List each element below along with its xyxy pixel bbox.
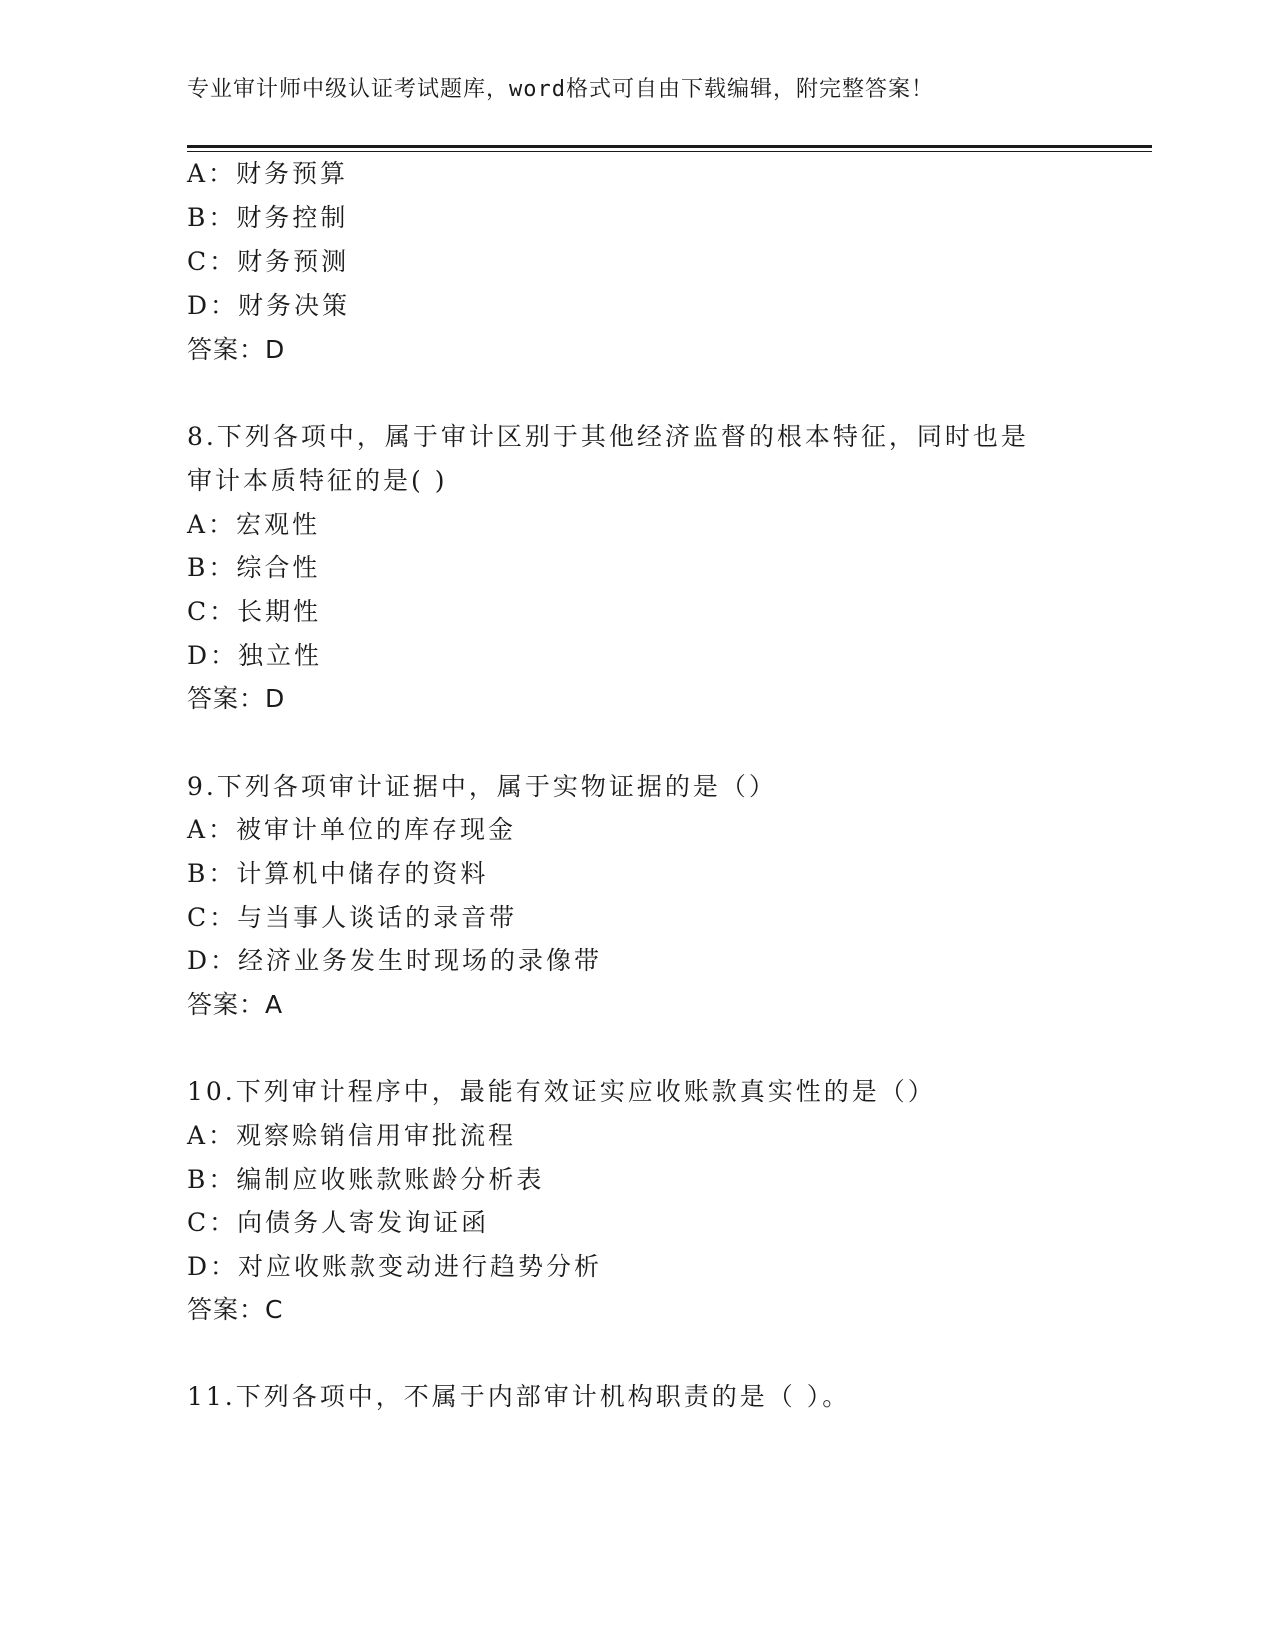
answer: 答案：D (187, 335, 286, 364)
question-text: 审计本质特征的是( ) (187, 466, 448, 495)
option-a: A：财务预算 (187, 159, 349, 188)
question-text: 8.下列各项中，属于审计区别于其他经济监督的根本特征，同时也是 (187, 422, 1029, 451)
option-c: C：财务预测 (187, 247, 350, 276)
option-a: A：观察赊销信用审批流程 (187, 1121, 517, 1150)
header-rule (187, 145, 1152, 148)
option-c: C：向债务人寄发询证函 (187, 1208, 490, 1237)
option-b: B：编制应收账款账龄分析表 (187, 1165, 545, 1194)
option-d: D：独立性 (187, 641, 323, 670)
header-rule-thin (187, 151, 1152, 152)
option-d: D：经济业务发生时现场的录像带 (187, 946, 603, 975)
option-c: C：长期性 (187, 597, 322, 626)
option-c: C：与当事人谈话的录音带 (187, 903, 518, 932)
option-d: D：财务决策 (187, 291, 351, 320)
option-b: B：计算机中储存的资料 (187, 859, 489, 888)
answer: 答案：D (187, 684, 286, 713)
question-text: 9.下列各项审计证据中，属于实物证据的是（） (187, 772, 777, 801)
option-a: A：被审计单位的库存现金 (187, 815, 517, 844)
question-text: 11.下列各项中，不属于内部审计机构职责的是（ ）。 (187, 1382, 851, 1411)
option-a: A：宏观性 (187, 510, 321, 539)
question-text: 10.下列审计程序中，最能有效证实应收账款真实性的是（） (187, 1077, 936, 1106)
answer: 答案：C (187, 1295, 284, 1324)
option-b: B：财务控制 (187, 203, 349, 232)
page-header: 专业审计师中级认证考试题库，word格式可自由下载编辑，附完整答案！ (187, 77, 934, 102)
option-d: D：对应收账款变动进行趋势分析 (187, 1252, 603, 1281)
answer: 答案：A (187, 990, 284, 1019)
option-b: B：综合性 (187, 553, 321, 582)
